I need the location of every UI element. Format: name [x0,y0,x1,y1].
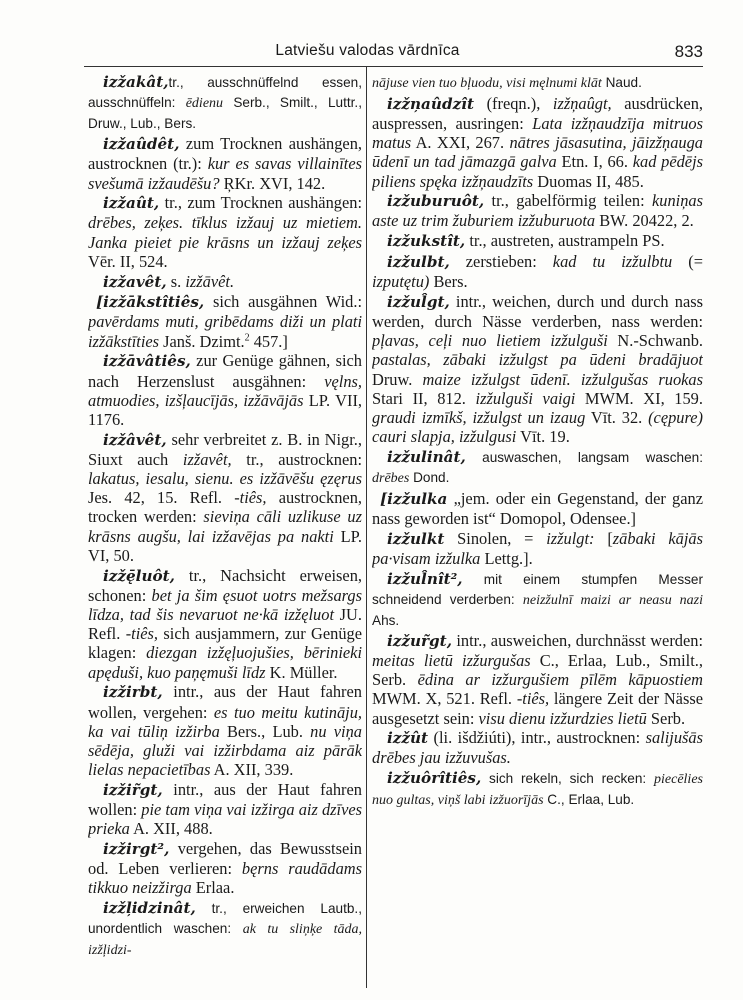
entry-text: (li. išdžiúti), intr., austrocknen: [428,728,646,748]
entry-text: austrocknen, trocken werden: [88,488,362,527]
entry-example: visu dienu izžurdzies lietū [478,708,647,728]
entry-example: pļavas, ceļi nuo lietiem izžulguši [372,331,608,351]
entry-example: zābaki kājās pa·visam izžulka [372,528,703,568]
entry-text: Serb., Smilt., Luttr., Druw., Lub., Bers. [88,95,362,132]
entry-example: bet ja šim ęsuot uotrs mežsargs līdza, tad šis nevaruot ne·kā izžęluot [88,585,362,624]
entry-text: mit einem stumpfen Messer schneidend verderben: [372,571,703,607]
entry-text: MWM. X, 521. Refl. [372,689,517,709]
entry-example: izžulguši vaigi [475,388,576,408]
dictionary-entry [372,529,703,568]
entry-text: intr., aus der Haut fahren wollen, vergehen: [88,682,362,722]
entry-headword: izžâvêt, [103,430,167,449]
dictionary-entry [88,566,362,682]
entry-text: „jem. oder ein Gegenstand, der ganz nass geworden ist“ Domopol, Odensee.] [372,488,703,528]
entry-example: kad pēdējs piliens spęka izžņaudzīts [372,152,703,191]
entry-example: pavērdams muti, gribēdams diži un plati izžākstīties [88,312,362,351]
entry-example: sieviņa cāli uzlikuse uz krāsns augšu, lai izžavējas pa nakti [88,507,362,546]
entry-text: JU. Refl. [88,604,362,644]
dictionary-entry [372,631,703,728]
entry-headword: izžukstît, [387,232,466,251]
entry-text: [ [594,528,613,548]
entry-text: sich ausgähnen Wid.: [204,292,362,312]
entry-example: izžulgt: [546,528,595,548]
entry-example: izžņaûgt, [552,93,612,113]
dictionary-entry [88,839,362,898]
entry-text: zum Trocknen aushängen, austrocknen (tr.): [88,134,362,174]
dictionary-entry [372,252,703,291]
entry-text: Vīt. 32. [585,407,649,427]
entry-example: meitas lietū izžurgušas [372,650,531,670]
entry-headword: izžul̂gt, [387,292,450,311]
dictionary-entry [88,430,362,565]
entry-text: tr., gabelförmig teilen: [484,191,652,211]
entry-text: A. XII, 339. [210,760,294,780]
entry-text: tr., erweichen Lautb., unordentlich waschen: [88,901,362,937]
entry-text: LP. VI, 50. [88,526,362,565]
entry-example: -tiês, [234,488,267,508]
entry-text: N.-Schwanb. [607,331,703,351]
entry-example: nu viņa sēdēja, gluži vai izžirbdama aiz pārāk lielas nepacietības [88,721,362,780]
dictionary-entry [372,72,703,93]
entry-text: A. XXI, 267. [411,133,510,153]
entry-text: sehr verbreitet z. B. in Nigr., Siuxt auch [88,429,362,469]
entry-text: (freqn.), [473,93,553,113]
entry-text: Etn. I, 66. [556,152,633,172]
dictionary-entry [88,682,362,779]
entry-text: Vīt. 19. [516,427,570,447]
dictionary-entry [372,292,703,447]
entry-example: ēdina ar izžurgušiem pīlēm kāpuostiem [417,670,703,690]
entry-example: bęrns raudādams tikkuo neizžirga [88,859,362,898]
entry-text: tr., austreten, austrampeln PS. [465,231,665,251]
entry-text: C., Erlaa, Lub. [543,792,635,808]
entry-headword: izžur̃gt, [387,631,452,650]
dictionary-entry [88,72,362,134]
entry-text: A. XII, 488. [129,819,213,839]
entry-text: ausdrücken, auspressen, ausringen: [372,93,703,133]
dictionary-entry [372,768,703,810]
entry-headword: izžuôrîtiês, [387,769,482,788]
entry-headword: [izžulka [380,489,448,508]
entry-text: (= [672,251,703,271]
dictionary-entry [88,292,362,351]
entry-headword: izžavêt, [103,272,167,291]
dictionary-entry [372,231,703,251]
entry-text: 2 [244,332,250,344]
entry-text: tr., Nachsicht erweisen, schonen: [88,565,362,605]
entry-text: vergehen, das Bewusstsein od. Leben verlieren: [88,838,362,879]
dictionary-entry [372,191,703,230]
entry-headword: izžulkt [387,529,445,548]
entry-text: Bers. [429,272,468,292]
entry-text: Duomas II, 485. [533,171,644,191]
dictionary-entry [88,351,362,429]
entry-text: K. Müller. [265,662,338,682]
entry-text: zur Genüge gähnen, sich nach Herzenslust ausgähnen: [88,351,362,391]
entry-text: Jes. 42, 15. Refl. [88,488,235,508]
entry-example: izžavêt, [182,449,232,469]
entry-text: Serb. [646,708,686,728]
entry-text: längere Zeit der Nässe ausgesetzt sein: [372,689,703,728]
entry-text: Erlaa. [191,878,235,898]
entry-example: izputętu) [372,272,430,292]
entry-headword: izžuburuôt, [387,192,485,211]
entry-headword: izžirbt, [103,683,163,702]
header-rule [84,66,703,67]
column-divider [366,66,367,988]
entry-headword: izžņaûdzît [387,94,474,113]
entry-headword: izžę̄luôt, [103,566,175,585]
dictionary-entry [372,489,703,528]
entry-example: drēbes, zeķes. tīklus izžauj uz mietiem. Janka pieiet pie krāsns un izžauj zeķes [88,213,362,252]
entry-example: -tiês, [516,689,550,709]
running-title: Latviešu valodas vārdnīca [275,42,460,59]
dictionary-entry [372,94,703,191]
entry-text: Sinolen, = [444,528,547,548]
left-column [88,72,362,990]
entry-text: Naud. [601,75,642,90]
entry-example: piecēlies nuo gultas, viņš labi izžuorījās [372,772,703,809]
dictionary-entry [88,780,362,839]
entry-text: sich ausjammern, zur Genüge klagen: [88,624,362,663]
entry-example: es tuo meitu kutināju, ka vai tūliņ izžirba [88,702,362,741]
page-number: 833 [674,42,703,61]
entry-text: Vēr. II, 524. [88,251,168,271]
entry-text: sich rekeln, sich recken: [481,771,655,787]
dictionary-entry [372,728,703,767]
dictionary-entry [372,447,703,488]
entry-text: s. [166,271,186,291]
entry-text: tr., ausschnüffelnd essen, ausschnüffeln: [88,75,362,111]
entry-example: nājuse vien tuo bļuodu, visi męlnumi klāt [372,76,602,91]
entry-text: BW. 20422, 2. [595,211,694,231]
entry-text: tr., austrocknen: [231,449,362,469]
entry-example: diezgan izžęļuojušies, bērinieki apęduši, kuo paņęmuši līdz [88,643,362,682]
dictionary-entry [88,193,362,271]
entry-text: Bers., Lub. [219,721,311,741]
dictionary-entry [88,134,362,193]
entry-headword: izžļidzinât, [103,899,196,918]
entry-example: izžāvêt. [185,271,235,291]
entry-text: auswaschen, langsam waschen: [465,449,703,465]
entry-text: 457.] [249,331,288,351]
dictionary-entry [88,272,362,292]
right-column [372,72,703,990]
entry-example: kur es savas villainītes svešumā izžaudēšu? [88,154,362,193]
entry-example: graudi izmīkš, izžulgst un izaug [372,407,586,427]
entry-text: zerstieben: [449,251,553,271]
entry-headword: izžût [387,729,429,748]
entry-example: kuniņas aste uz trim žuburiem izžuburuota [372,191,703,231]
entry-example: kad tu izžulbtu [552,251,673,271]
entry-headword: izžulinât, [387,447,466,466]
entry-text: ŖKr. XVI, 142. [219,173,326,193]
entry-text: C., Erlaa, Lub., Smilt., Serb. [372,650,703,690]
entry-example: Lata izžņaudzīja mitruos matus [372,113,703,153]
entry-headword: [izžākstîtiês, [96,293,205,312]
entry-headword: izžirgt², [103,839,170,858]
entry-text: Druw. [372,369,423,389]
entry-example: drēbes [372,471,410,487]
entry-example: (cępure) cauri slapja, izžulgusi [372,407,703,447]
entry-example: ēdienu [185,96,224,112]
entry-text: intr., aus der Haut fahren wollen: [88,779,362,820]
entry-text: Dond. [409,470,450,486]
entry-headword: izžaûdêt, [103,135,180,154]
entry-example: lakatus, iesalu, sienu. es izžāvēšu ęzęrus [88,469,362,489]
entry-headword: izžaût, [103,194,160,213]
entry-example: vęlns, atmuodies, izšļaucījās, izžāvājās [88,371,362,410]
entry-headword: izžir̃gt, [103,780,163,799]
entry-example: -tiês, [125,624,159,644]
entry-example: pastalas, zābaki izžulgst pa ūdeni bradājuot [372,350,703,370]
entry-headword: izžulbt, [387,252,450,271]
page-header [32,42,703,66]
entry-text: intr., weichen, durch und durch nass werden, durch Nässe verderben, nass werden: [372,291,703,331]
entry-headword: izžāvâtiês, [103,352,191,371]
entry-headword: izžakât, [103,73,169,91]
entry-example: nātres jāsasutina, jāizžņauga ūdenī un tad jāmazgā galva [372,133,703,172]
entry-text: LP. VII, 1176. [88,390,362,429]
entry-text: intr., ausweichen, durchnässt werden: [452,630,703,650]
entry-text: Stari II, 812. [372,388,476,408]
dictionary-entry [372,569,703,631]
entry-example: neizžulnī maizi ar neasu nazi [522,592,703,608]
entry-text: tr., zum Trocknen aushängen: [159,193,362,213]
entry-example: pie tam viņa vai izžirga aiz dzīves prieka [88,800,362,839]
entry-example: salijušās drēbes jau izžuvušas. [372,728,703,768]
entry-example: ak tu sliņķe tāda, izžļidzi- [88,922,362,959]
entry-headword: izžul̂nît², [387,569,463,588]
entry-example: maize izžulgst ūdenī. izžulgušas ruokas [422,369,703,389]
entry-text: Ahs. [372,612,400,628]
entry-text: Janš. Dzimt. [159,331,245,351]
entry-text: Lettg.]. [480,548,533,568]
entry-text: MWM. XI, 159. [575,388,703,408]
dictionary-entry [88,898,362,961]
